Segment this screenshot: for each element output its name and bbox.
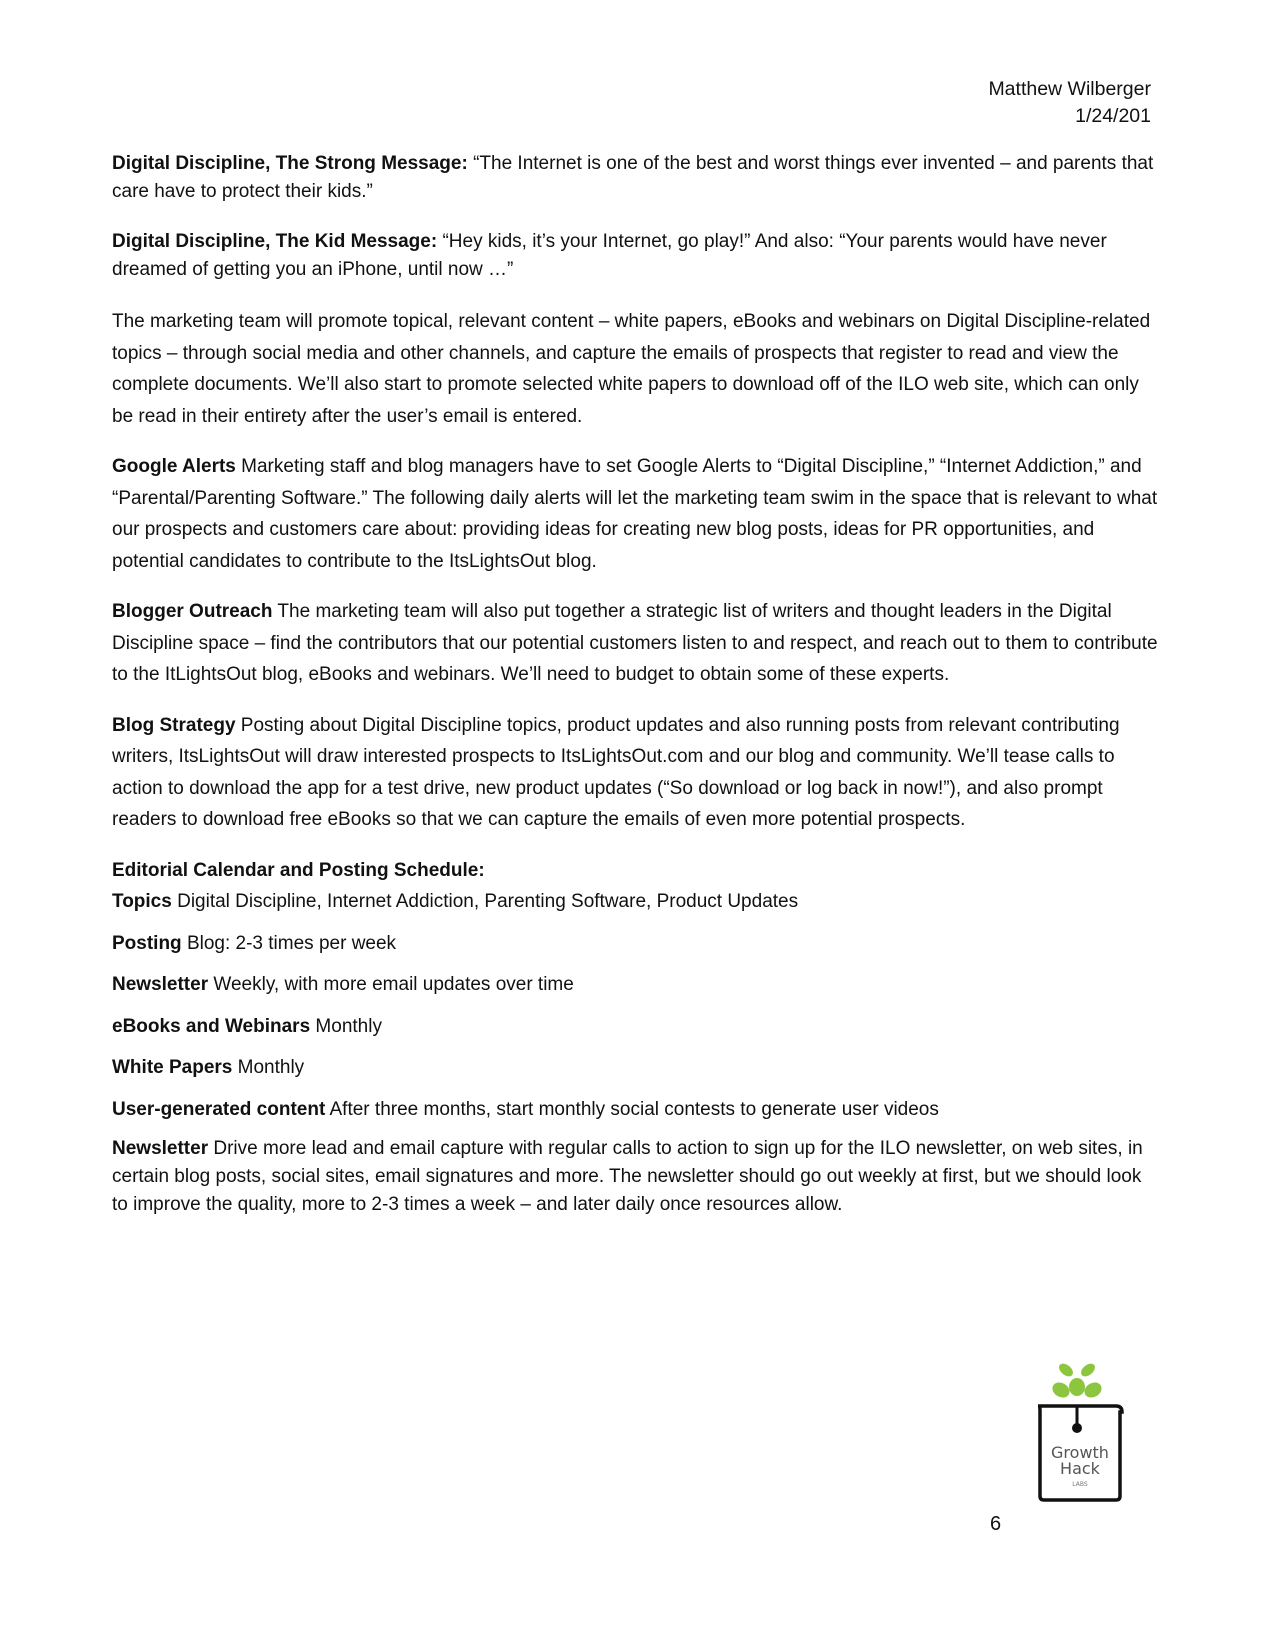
google-alerts-heading: Google Alerts [112,456,236,477]
logo-text-line-1: Growth [1051,1443,1109,1462]
blog-strategy-paragraph [112,710,1162,836]
google-alerts-paragraph [112,451,1162,577]
marketing-team-paragraph [112,306,1162,432]
kid-message-paragraph [112,228,1162,284]
calendar-item-newsletter [112,969,1162,1001]
calendar-item-ebooks-webinars [112,1011,1162,1043]
kid-message-heading: Digital Discipline, The Kid Message: [112,231,438,252]
editorial-calendar-title: Editorial Calendar and Posting Schedule: [112,859,485,881]
blogger-outreach-heading: Blogger Outreach [112,601,273,622]
calendar-item-label: eBooks and Webinars [112,1015,311,1037]
strong-message-heading: Digital Discipline, The Strong Message: [112,153,468,174]
logo-text-line-2: Hack [1060,1459,1100,1478]
calendar-item-text: Weekly, with more email updates over time [208,974,574,995]
blog-strategy-text: Posting about Digital Discipline topics, product updates and also running posts from relevant contributing writers, ItsLightsOut will draw interested prospects to ItsLightsOut.com and our blog and community. We’ll tease calls to action to download the app for a test drive, new product updates (“So download or log back in now!”), and also prompt readers to download free eBooks so that we can capture the emails of even more potential prospects. [112,714,1120,830]
sprout-leaves-icon [1050,1361,1105,1401]
calendar-item-label: White Papers [112,1057,233,1078]
calendar-item-text: After three months, start monthly social contests to generate user videos [325,1098,939,1120]
calendar-item-label: Topics [112,891,172,912]
marketing-team-text: The marketing team will promote topical, relevant content – white papers, eBooks and webinars on Digital Discipline-related topics – through social media and other channels, and capture the emails of prospects that register to read and view the complete documents. We’ll also start to promote selected white papers to download off of the ILO web site, which can only be read in their entirety after the user’s email is entered. [112,311,1151,427]
calendar-item-label: User-generated content [112,1098,326,1120]
document-header [988,76,1151,130]
kid-message-text: “Hey kids, it’s your Internet, go play!” And also: “Your parents would have never dreamed of getting you an iPhone, until now …” [112,231,1107,280]
document-date: 1/24/201 [1075,105,1151,127]
google-alerts-text: Marketing staff and blog managers have to set Google Alerts to “Digital Discipline,” “Internet Addiction,” and “Parental/Parenting Software.” The following daily alerts will let the marketing team swim in the space that is relevant to what our prospects and customers care about: providing ideas for creating new blog posts, ideas for PR opportunities, and potential candidates to contribute to the ItsLightsOut blog. [112,456,1158,572]
strong-message-text: “The Internet is one of the best and worst things ever invented – and parents that care have to protect their kids.” [112,153,1154,202]
blogger-outreach-text: The marketing team will also put together a strategic list of writers and thought leaders in the Digital Discipline space – find the contributors that our potential customers listen to and respect, and reach out to them to contribute to the ItLightsOut blog, eBooks and webinars. We’ll need to budget to obtain some of these experts. [112,601,1158,685]
calendar-item-label: Newsletter [112,974,209,995]
growth-hack-labs-logo [1030,1360,1130,1508]
newsletter-text: Drive more lead and email capture with regular calls to action to sign up for the ILO newsletter, on web sites, in certain blog posts, social sites, email signatures and more. The newsletter should go out weekly at first, but we should look to improve the quality, more to 2-3 times a week – and later daily once resources allow. [112,1138,1143,1215]
newsletter-paragraph [112,1135,1162,1219]
calendar-item-text: Monthly [310,1015,382,1037]
blogger-outreach-paragraph [112,596,1162,691]
calendar-item-white-papers [112,1052,1162,1084]
calendar-item-text: Monthly [232,1057,305,1078]
logo-text-line-3: LABS [1072,1481,1088,1488]
calendar-item-text: Digital Discipline, Internet Addiction, Parenting Software, Product Updates [171,891,799,912]
strong-message-paragraph [112,150,1162,206]
newsletter-heading: Newsletter [112,1138,209,1159]
blog-strategy-heading: Blog Strategy [112,714,236,736]
author-name: Matthew Wilberger [988,78,1151,100]
page-number: 6 [990,1513,1002,1535]
calendar-item-text: Blog: 2-3 times per week [181,932,397,954]
editorial-calendar-heading [112,855,1162,887]
calendar-item-user-generated [112,1094,1162,1126]
calendar-item-posting [112,928,1162,960]
editorial-calendar [112,855,1162,1126]
document-body [112,150,1162,1219]
calendar-item-topics [112,886,1162,918]
calendar-item-label: Posting [112,932,182,954]
